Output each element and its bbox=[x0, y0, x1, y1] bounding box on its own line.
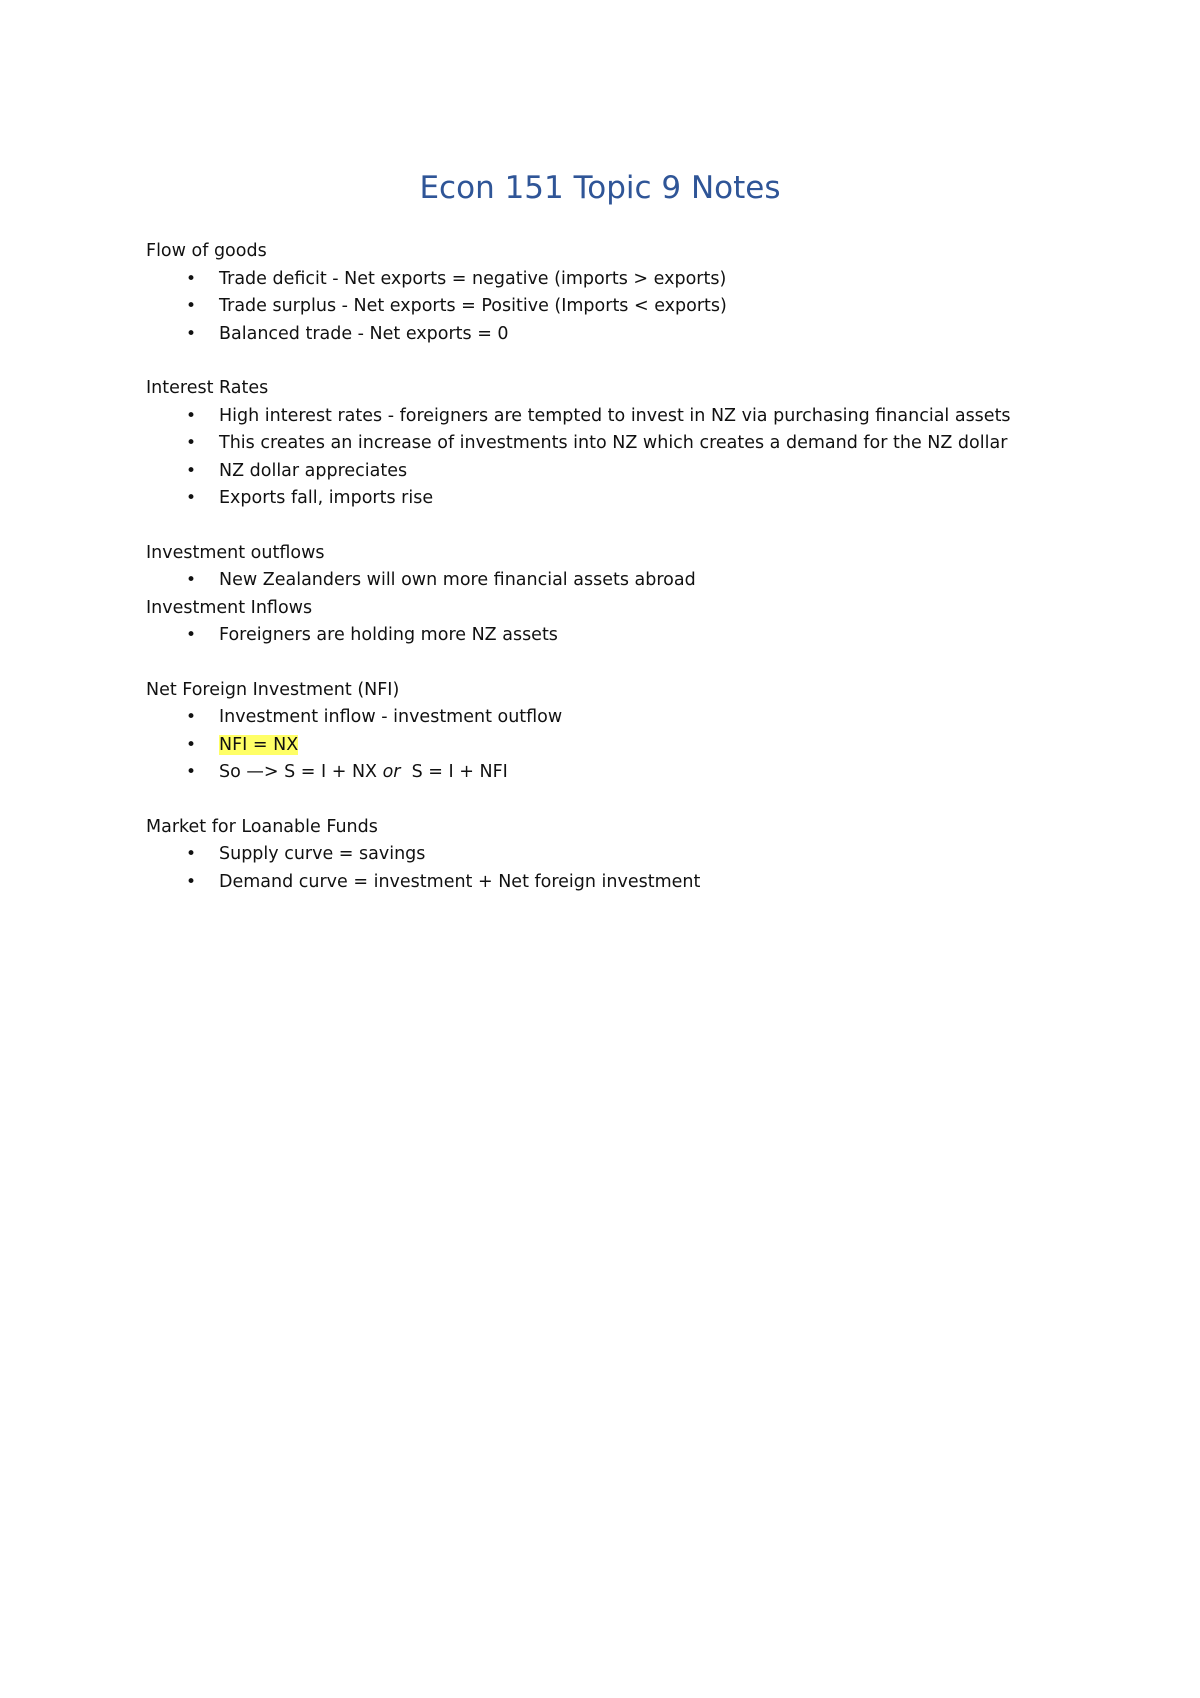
list-item-text: New Zealanders will own more financial assets abroad bbox=[219, 570, 696, 590]
section-investment-outflows bbox=[146, 540, 1096, 595]
section-heading: Net Foreign Investment (NFI) bbox=[146, 679, 400, 700]
list-item-text: Trade surplus - Net exports = Positive (Imports < exports) bbox=[219, 296, 727, 316]
highlighted-text: NFI = NX bbox=[219, 734, 299, 755]
bullet-icon: • bbox=[186, 570, 197, 590]
list-item bbox=[146, 759, 1096, 787]
section-flow-of-goods bbox=[146, 238, 1096, 348]
bullet-icon: • bbox=[186, 844, 197, 864]
bullet-icon: • bbox=[186, 268, 197, 289]
bullet-list bbox=[146, 567, 1096, 595]
section-heading: Investment outflows bbox=[146, 542, 325, 563]
bullet-icon: • bbox=[186, 871, 197, 892]
list-item bbox=[146, 567, 1096, 595]
list-item bbox=[146, 732, 1096, 760]
section-investment-inflows bbox=[146, 595, 1096, 650]
bullet-icon: • bbox=[186, 707, 197, 727]
list-item bbox=[146, 869, 1096, 897]
section-heading: Market for Loanable Funds bbox=[146, 816, 378, 837]
formula-text bbox=[219, 762, 508, 782]
list-item bbox=[146, 704, 1096, 732]
list-item bbox=[146, 622, 1096, 650]
list-item-text: Foreigners are holding more NZ assets bbox=[219, 625, 558, 645]
document-title: Econ 151 Topic 9 Notes bbox=[419, 170, 781, 206]
formula-part: So —> S = I + NX bbox=[219, 762, 383, 782]
list-item bbox=[146, 293, 1096, 321]
list-item-text: NZ dollar appreciates bbox=[219, 460, 408, 481]
list-item bbox=[146, 458, 1096, 486]
list-item-text: This creates an increase of investments into NZ which creates a demand for the NZ dollar bbox=[219, 433, 1008, 453]
bullet-icon: • bbox=[186, 625, 197, 645]
document-body bbox=[146, 238, 1096, 896]
bullet-icon: • bbox=[186, 762, 197, 782]
list-item-text: Demand curve = investment + Net foreign investment bbox=[219, 871, 701, 892]
section-heading: Flow of goods bbox=[146, 241, 267, 261]
list-item-text: Supply curve = savings bbox=[219, 844, 426, 864]
formula-or-italic: or bbox=[382, 762, 401, 782]
list-item bbox=[146, 403, 1096, 431]
section-heading: Interest Rates bbox=[146, 378, 269, 398]
list-item bbox=[146, 485, 1096, 513]
list-item-text: Investment inflow - investment outflow bbox=[219, 707, 563, 727]
list-item bbox=[146, 266, 1096, 294]
bullet-icon: • bbox=[186, 323, 197, 344]
bullet-icon: • bbox=[186, 405, 197, 426]
bullet-list bbox=[146, 266, 1096, 349]
list-item-text: Exports fall, imports rise bbox=[219, 488, 434, 508]
list-item-text: Balanced trade - Net exports = 0 bbox=[219, 323, 509, 344]
section-interest-rates bbox=[146, 375, 1096, 513]
bullet-icon: • bbox=[186, 296, 197, 316]
bullet-list bbox=[146, 704, 1096, 787]
list-item bbox=[146, 841, 1096, 869]
list-item bbox=[146, 321, 1096, 349]
section-heading: Investment Inflows bbox=[146, 597, 313, 618]
bullet-list bbox=[146, 403, 1096, 513]
section-net-foreign-investment bbox=[146, 677, 1096, 787]
bullet-list bbox=[146, 841, 1096, 896]
bullet-icon: • bbox=[186, 460, 197, 481]
bullet-icon: • bbox=[186, 488, 197, 508]
list-item-text: Trade deficit - Net exports = negative (imports > exports) bbox=[219, 268, 727, 289]
formula-part: S = I + NFI bbox=[400, 762, 508, 782]
list-item-text: High interest rates - foreigners are tempted to invest in NZ via purchasing financial assets bbox=[219, 405, 1011, 426]
bullet-icon: • bbox=[186, 433, 197, 453]
bullet-icon: • bbox=[186, 734, 197, 755]
bullet-list bbox=[146, 622, 1096, 650]
section-market-for-loanable-funds bbox=[146, 814, 1096, 897]
list-item bbox=[146, 430, 1096, 458]
